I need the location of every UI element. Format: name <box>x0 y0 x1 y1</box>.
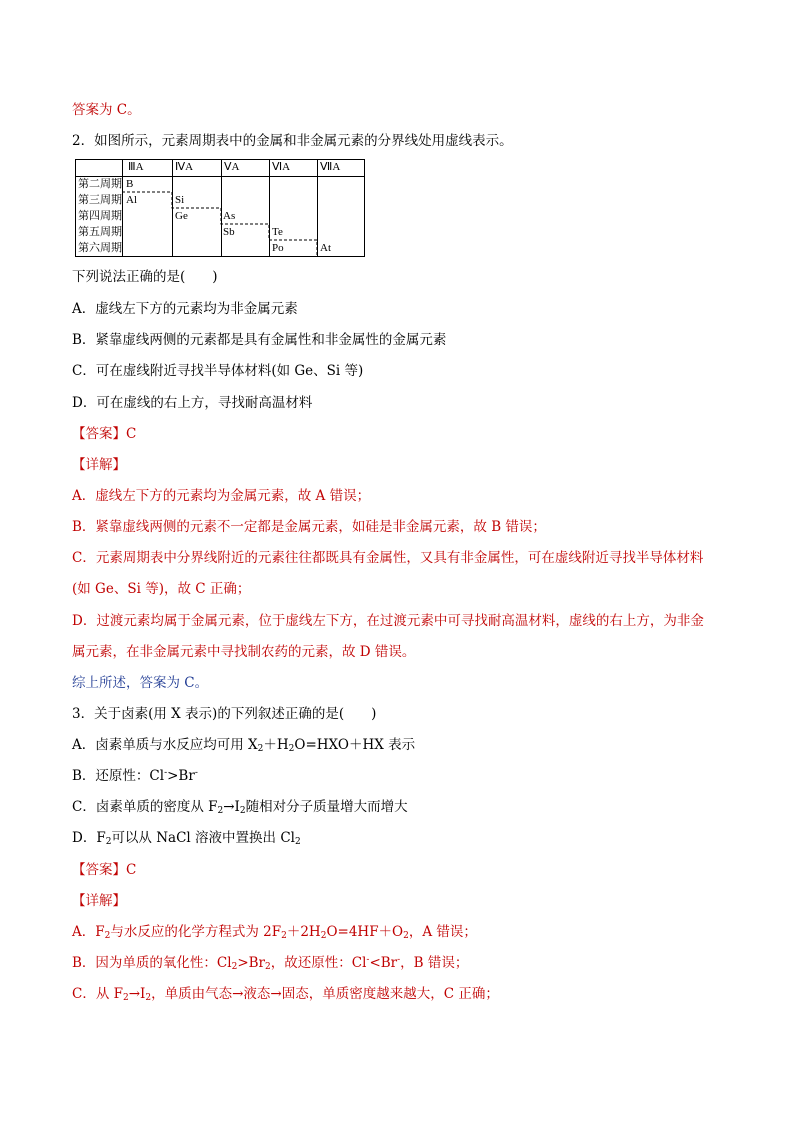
text-fragment: C．从 F <box>72 986 123 1002</box>
group-header: ⅢA <box>128 161 144 173</box>
q2-summary: 综上所述，答案为 C。 <box>72 675 209 691</box>
text-fragment: ＋H <box>263 737 289 753</box>
subscript: 2 <box>265 962 271 972</box>
text-fragment: 随相对分子质量增大而增大 <box>245 799 408 815</box>
text-fragment: ＋2H <box>286 924 321 940</box>
q2-ask: 下列说法正确的是( ) <box>72 269 218 285</box>
text-fragment: C．卤素单质的密度从 F <box>72 799 218 815</box>
period-label: 第四周期 <box>78 210 122 222</box>
period-label: 第六周期 <box>78 242 122 254</box>
text-fragment: O=HXO＋HX 表示 <box>294 737 416 753</box>
text-fragment: >Br <box>237 955 265 971</box>
q2-option-c: C．可在虚线附近寻找半导体材料(如 Ge、Si 等) <box>72 363 364 379</box>
q3-option-a <box>72 736 415 754</box>
q2-answer <box>72 425 136 443</box>
q2-detail-a: A．虚线左下方的元素均为金属元素，故 A 错误； <box>72 488 371 504</box>
period-label: 第三周期 <box>78 194 122 206</box>
q3-detail-b <box>72 954 468 972</box>
subscript: 2 <box>104 931 111 941</box>
q2-detail-c: C．元素周期表中分界线附近的元素往往都既具有金属性，又具有非金属性，可在虚线附近寻找半导体材料 <box>72 550 704 566</box>
text-fragment: ，A 错误； <box>408 924 477 940</box>
superscript: - <box>194 768 198 778</box>
q3-detail-c <box>72 985 499 1003</box>
group-header: ⅣA <box>175 161 194 173</box>
element-sb: Sb <box>223 226 235 238</box>
q2-detail-c-cont: (如 Ge、Si 等)，故 C 正确； <box>72 581 251 597</box>
group-header: ⅥA <box>272 161 291 173</box>
element-as: As <box>223 210 236 222</box>
text-fragment: O=4HF＋O <box>326 924 404 940</box>
subscript: 2 <box>294 837 301 847</box>
text-fragment: ，故还原性：Cl <box>270 955 367 971</box>
element-al: Al <box>126 194 137 206</box>
period-label: 第五周期 <box>78 226 122 238</box>
q3-stem: 3．关于卤素(用 X 表示)的下列叙述正确的是( ) <box>72 706 377 722</box>
answer-value: C <box>126 862 137 878</box>
q2-detail-b: B．紧靠虚线两侧的元素不一定都是金属元素，如硅是非金属元素，故 B 错误； <box>72 519 546 535</box>
text-fragment: 可以从 NaCl 溶液中置换出 Cl <box>111 830 295 846</box>
subscript: 2 <box>105 837 112 847</box>
group-header: ⅦA <box>320 161 341 173</box>
text-fragment: A．卤素单质与水反应均可用 X <box>72 737 258 753</box>
q3-detail-label: 【详解】 <box>72 893 126 909</box>
element-te: Te <box>272 226 283 238</box>
superscript: - <box>366 955 370 965</box>
q2-detail-label: 【详解】 <box>72 457 126 473</box>
q2-option-d: D．可在虚线的右上方，寻找耐高温材料 <box>72 395 313 411</box>
q3-option-b <box>72 767 198 785</box>
subscript: 2 <box>231 962 238 972</box>
text-fragment: →I <box>223 799 240 815</box>
subscript: 2 <box>239 806 246 816</box>
answer-label: 【答案】 <box>72 426 126 442</box>
element-b: B <box>126 178 134 190</box>
element-si: Si <box>175 194 185 206</box>
element-po: Po <box>272 242 284 254</box>
subscript: 2 <box>217 806 224 816</box>
subscript: 2 <box>281 931 287 941</box>
q3-answer <box>72 861 136 879</box>
text-fragment: ，B 错误； <box>400 955 469 971</box>
group-header: ⅤA <box>224 161 240 173</box>
subscript: 2 <box>403 931 409 941</box>
period-label: 第二周期 <box>78 178 122 190</box>
superscript: - <box>164 768 168 778</box>
metal-nonmetal-boundary <box>76 160 366 258</box>
subscript: 2 <box>145 993 152 1003</box>
q2-option-b: B．紧靠虚线两侧的元素都是具有金属性和非金属性的金属元素 <box>72 332 447 348</box>
q3-detail-a <box>72 923 477 941</box>
answer-value: C <box>126 426 137 442</box>
subscript: 2 <box>123 993 129 1003</box>
subscript: 2 <box>288 744 295 754</box>
text-fragment: 与水反应的化学方程式为 2F <box>110 924 282 940</box>
text-fragment: <Br <box>369 955 398 971</box>
answer-label: 【答案】 <box>72 862 126 878</box>
text-fragment: B．因为单质的氧化性：Cl <box>72 955 232 971</box>
q3-option-c <box>72 798 408 816</box>
text-fragment: B．还原性：Cl <box>72 768 165 784</box>
element-ge: Ge <box>175 210 188 222</box>
text-fragment: >Br <box>167 768 195 784</box>
element-at: At <box>320 242 331 254</box>
subscript: 2 <box>320 931 327 941</box>
text-fragment: →I <box>128 986 146 1002</box>
text-fragment: A．F <box>72 924 105 940</box>
previous-answer: 答案为 C。 <box>72 102 141 118</box>
superscript: - <box>397 955 401 965</box>
q2-stem: 2．如图所示，元素周期表中的金属和非金属元素的分界线处用虚线表示。 <box>72 133 513 149</box>
periodic-table-figure <box>75 159 365 257</box>
q2-detail-d-cont: 属元素，在非金属元素中寻找制农药的元素，故 D 错误。 <box>72 644 416 660</box>
text-fragment: D．F <box>72 830 106 846</box>
q2-detail-d: D．过渡元素均属于金属元素，位于虚线左下方，在过渡元素中可寻找耐高温材料，虚线的右上方，为非金 <box>72 613 704 629</box>
subscript: 2 <box>257 744 264 754</box>
q2-option-a: A．虚线左下方的元素均为非金属元素 <box>72 301 298 317</box>
q3-option-d <box>72 829 301 847</box>
text-fragment: ，单质由气态→液态→固态，单质密度越来越大，C 正确； <box>151 986 499 1002</box>
